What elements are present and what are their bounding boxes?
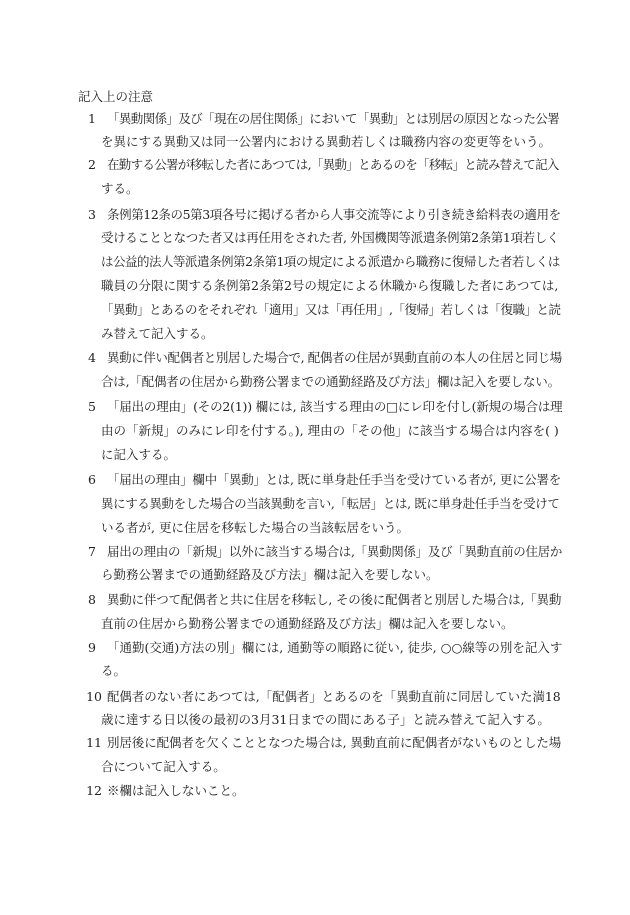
note-text-line: 「届出の理由」欄中「異動」とは, 既に単身赴任手当を受けている者が, 更に公署を (107, 472, 561, 487)
note-number: 2 (88, 157, 96, 172)
note-text-line: ら勤務公署までの通勤経路及び方法」欄は記入を要しない。 (101, 567, 439, 582)
note-number: 4 (88, 350, 96, 365)
note-text-line: 直前の住居から勤務公署までの通勤経路及び方法」欄は記入を要しない。 (101, 616, 514, 631)
note-text-line: 合は,「配偶者の住居から勤務公署までの通勤経路及び方法」欄は記入を要しない。 (101, 374, 560, 389)
note-text-line: 異動に伴い配偶者と別居した場合で, 配偶者の住居が異動直前の本人の住居と同じ場 (107, 350, 562, 365)
note-number: 12 (86, 783, 102, 798)
note-text-line: に記入する。 (101, 447, 177, 462)
note-text-line: 異動に伴つて配偶者と共に住居を移転し, その後に配偶者と別居した場合は,「異動 (107, 592, 562, 607)
note-number: 10 (86, 689, 102, 704)
note-number: 9 (88, 640, 96, 655)
note-number: 3 (88, 207, 96, 222)
note-text-line: 「届出の理由」(その2(1)) 欄には, 該当する理由の□にレ印を付し(新規の場合は理 (107, 399, 563, 414)
note-text-line: は公益的法人等派遣条例第2条第1項の規定による派遣から職務に復帰した者若しくは (101, 254, 560, 269)
note-text-line: 在勤する公署が移転した者にあつては,「異動」とあるのを「移転」と読み替えて記入 (107, 157, 559, 172)
note-number: 1 (88, 111, 96, 126)
note-text-line: 異にする異動をした場合の当該異動を言い,「転居」とは, 既に単身赴任手当を受けて (101, 496, 560, 511)
note-text-line: 「異動関係」及び「現在の居住関係」において「異動」とは別居の原因となった公署 (107, 111, 560, 126)
note-text-line: み替えて記入する。 (101, 326, 214, 341)
note-text-line: 配偶者のない者にあつては,「配偶者」とあるのを「異動直前に同居していた満18 (107, 689, 561, 704)
note-number: 11 (86, 735, 102, 750)
note-number: 5 (88, 399, 96, 414)
note-text-line: ※欄は記入しないこと。 (107, 783, 245, 798)
note-text-line: 歳に達する日以後の最初の3月31日までの間にある子」と読み替えて記入する。 (101, 712, 550, 727)
note-text-line: 職員の分限に関する条例第2条第2号の規定による休職から復職した者にあつては, (101, 278, 559, 293)
note-text-line: 届出の理由の「新規」以外に該当する場合は,「異動関係」及び「異動直前の住居か (107, 544, 563, 559)
note-text-line: 別居後に配偶者を欠くこととなつた場合は, 異動直前に配偶者がないものとした場 (107, 735, 562, 750)
note-text-line: する。 (101, 181, 139, 196)
note-number: 8 (88, 592, 96, 607)
note-text-line: る。 (101, 663, 127, 678)
note-text-line: 「通勤(交通)方法の別」欄には, 通勤等の順路に従い, 徒歩, ○○線等の別を記入す (107, 640, 563, 655)
note-text-line: を異にする異動又は同一公署内における異動若しくは職務内容の変更等をいう。 (101, 134, 552, 149)
page-title: 記入上の注意 (78, 89, 154, 104)
note-text-line: 合について記入する。 (101, 759, 226, 774)
note-text-line: 条例第12条の5第3項各号に掲げる者から人事交流等により引き続き給料表の適用を (107, 207, 561, 222)
note-text-line: 「異動」とあるのをそれぞれ「適用」又は「再任用」,「復帰」若しくは「復職」と読 (101, 302, 561, 317)
note-number: 7 (88, 544, 96, 559)
note-text-line: 受けることとなつた者又は再任用をされた者, 外国機関等派遣条例第2条第1項若しく (101, 230, 559, 245)
note-text-line: 由の「新規」のみにレ印を付する。), 理由の「その他」に該当する場合は内容を( ) (101, 423, 559, 438)
note-text-line: いる者が, 更に住居を移転した場合の当該転居をいう。 (101, 520, 409, 535)
note-number: 6 (88, 472, 96, 487)
